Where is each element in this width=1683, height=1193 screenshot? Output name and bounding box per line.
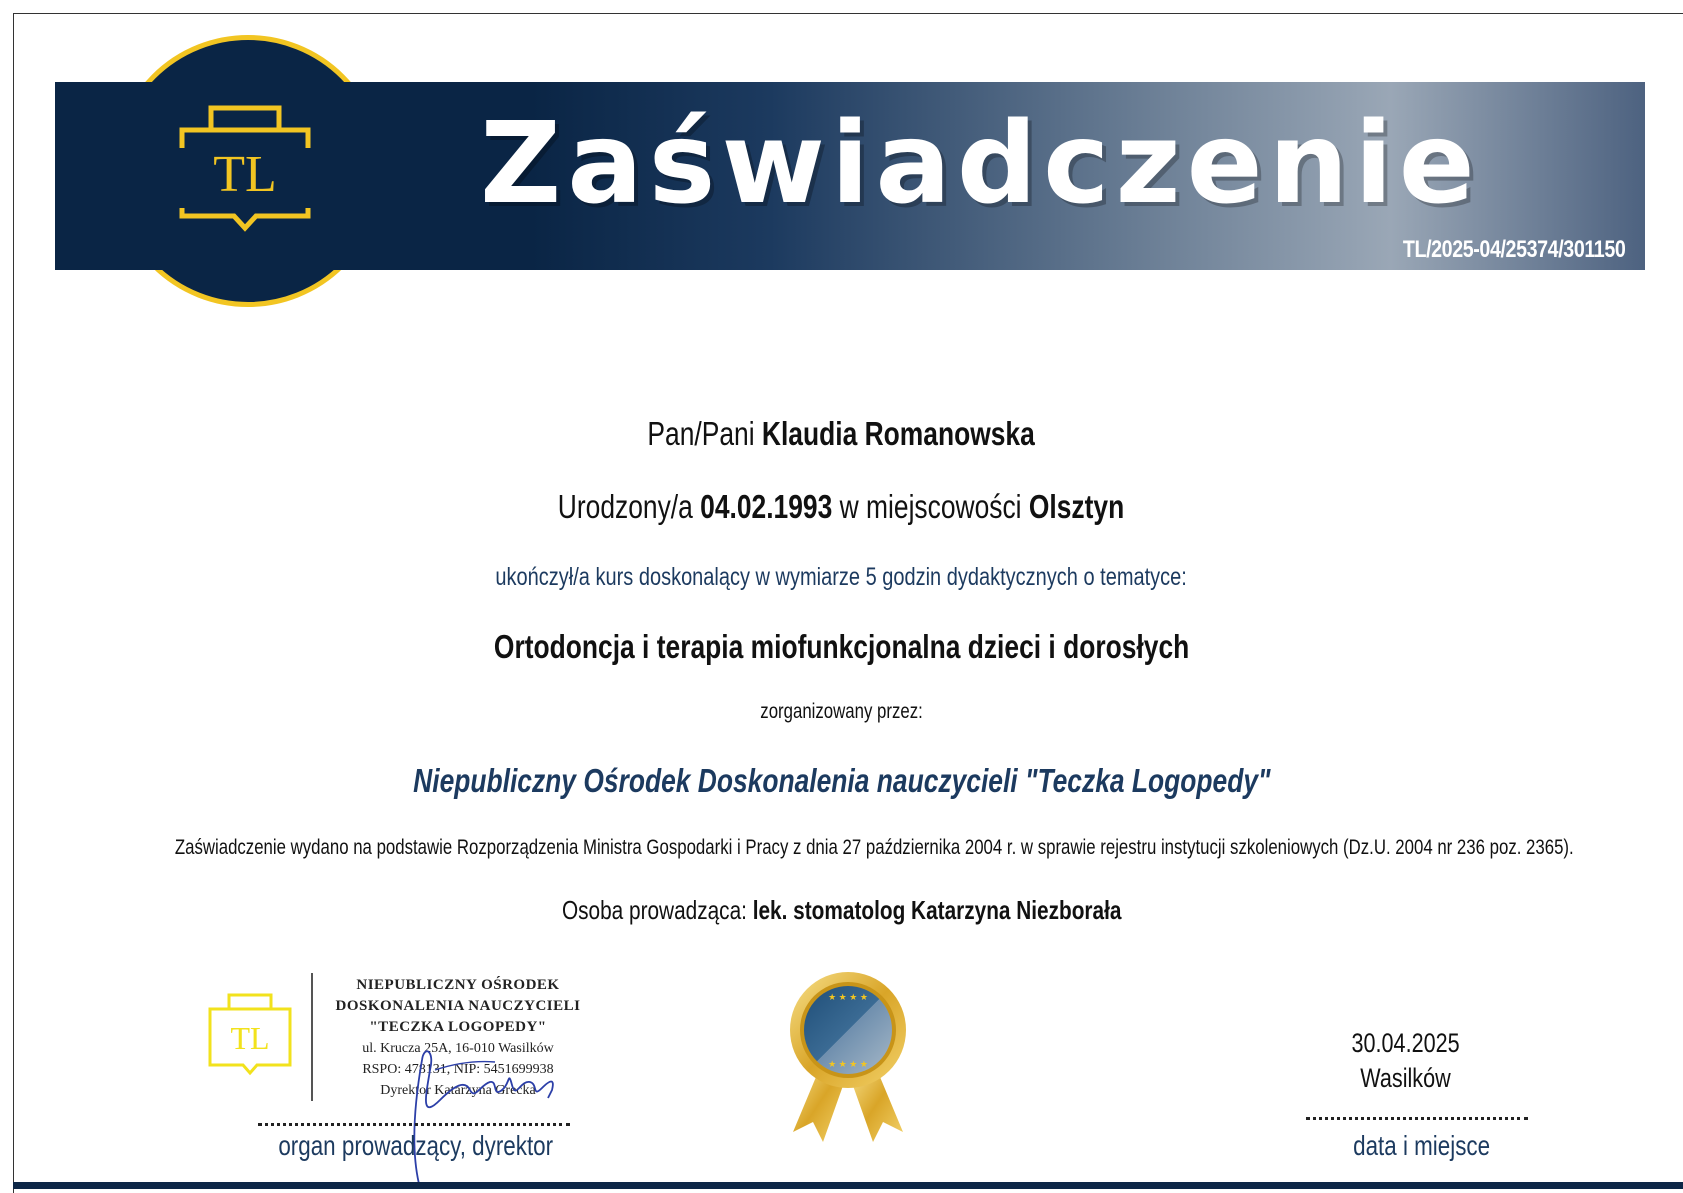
handwritten-signature (380, 1040, 580, 1190)
completion-text (0, 563, 1683, 592)
stamp-line-2: DOSKONALENIA NAUCZYCIELI (335, 998, 581, 1014)
course-title (0, 628, 1683, 666)
stamp-divider (311, 973, 313, 1101)
svg-text:★ ★ ★ ★: ★ ★ ★ ★ (828, 1059, 868, 1069)
birth-middle: w miejscowości (832, 488, 1030, 525)
svg-text:★ ★ ★ ★: ★ ★ ★ ★ (828, 992, 868, 1002)
birth-prefix: Urodzony/a (558, 488, 701, 525)
certificate-number: TL/2025-04/25374/301150 (1402, 236, 1625, 263)
recipient-prefix: Pan/Pani (647, 415, 763, 452)
stamp-line-4: ul. Krucza 25A, 16-010 Wasilków (362, 1041, 554, 1056)
issue-date-text: 30.04.2025 (1351, 1028, 1461, 1058)
certificate-title: Zaświadczenie (480, 99, 1481, 229)
award-rosette-icon (783, 970, 913, 1145)
birth-place: Olsztyn (1029, 488, 1125, 525)
recipient-line (0, 415, 1683, 453)
stamp-line-1: NIEPUBLICZNY OŚRODEK (356, 977, 560, 993)
issue-place-text: Wasilków (1360, 1063, 1452, 1093)
stamp-logo-text: TL (230, 1020, 270, 1056)
legal-basis-content: Zaświadczenie wydano na podstawie Rozporządzenia Ministra Gospodarki i Pracy z dnia 27 października 2004 r. w sprawie rejestru instytucji szkoleniowych (Dz.U. 2004 nr 236 poz. 2365). (174, 836, 1574, 859)
logo-text: TL (213, 146, 277, 203)
date-caption-text: data i miejsce (1353, 1130, 1491, 1161)
bottom-border-bar (13, 1182, 1683, 1189)
signature-caption-text: organ prowadzący, dyrektor (278, 1130, 554, 1161)
date-caption (1282, 1130, 1562, 1162)
legal-basis (0, 836, 1683, 860)
issue-date (1300, 1028, 1512, 1059)
instructor-name: lek. stomatolog Katarzyna Niezborała (752, 895, 1122, 925)
signature-dotted-line (258, 1123, 570, 1126)
signature-caption (226, 1130, 606, 1162)
instructor-line (0, 895, 1683, 926)
recipient-name: Klaudia Romanowska (762, 415, 1036, 452)
completion-text-content: ukończył/a kurs doskonalący w wymiarze 5 godzin dydaktycznych o tematyce: (495, 563, 1188, 591)
birth-line (0, 488, 1683, 526)
stamp-line-6: Dyrektor Katarzyna Grecka (380, 1083, 536, 1098)
organized-by-content: zorganizowany przez: (760, 700, 923, 723)
organizer-name-content: Niepubliczny Ośrodek Doskonalenia nauczycieli "Teczka Logopedy" (412, 762, 1271, 799)
stamp-briefcase-icon (207, 993, 293, 1079)
organized-by-label (0, 700, 1683, 724)
stamp-line-3: "TECZKA LOGOPEDY" (369, 1019, 547, 1035)
instructor-label: Osoba prowadząca: (561, 895, 753, 925)
briefcase-logo-icon (178, 104, 312, 234)
course-title-content: Ortodoncja i terapia miofunkcjonalna dzieci i dorosłych (493, 628, 1190, 665)
organizer-name (0, 762, 1683, 800)
stamp-line-5: RSPO: 478131, NIP: 5451699938 (362, 1062, 554, 1077)
issue-place (1300, 1063, 1512, 1094)
date-dotted-line (1306, 1117, 1528, 1120)
birth-date: 04.02.1993 (700, 488, 833, 525)
